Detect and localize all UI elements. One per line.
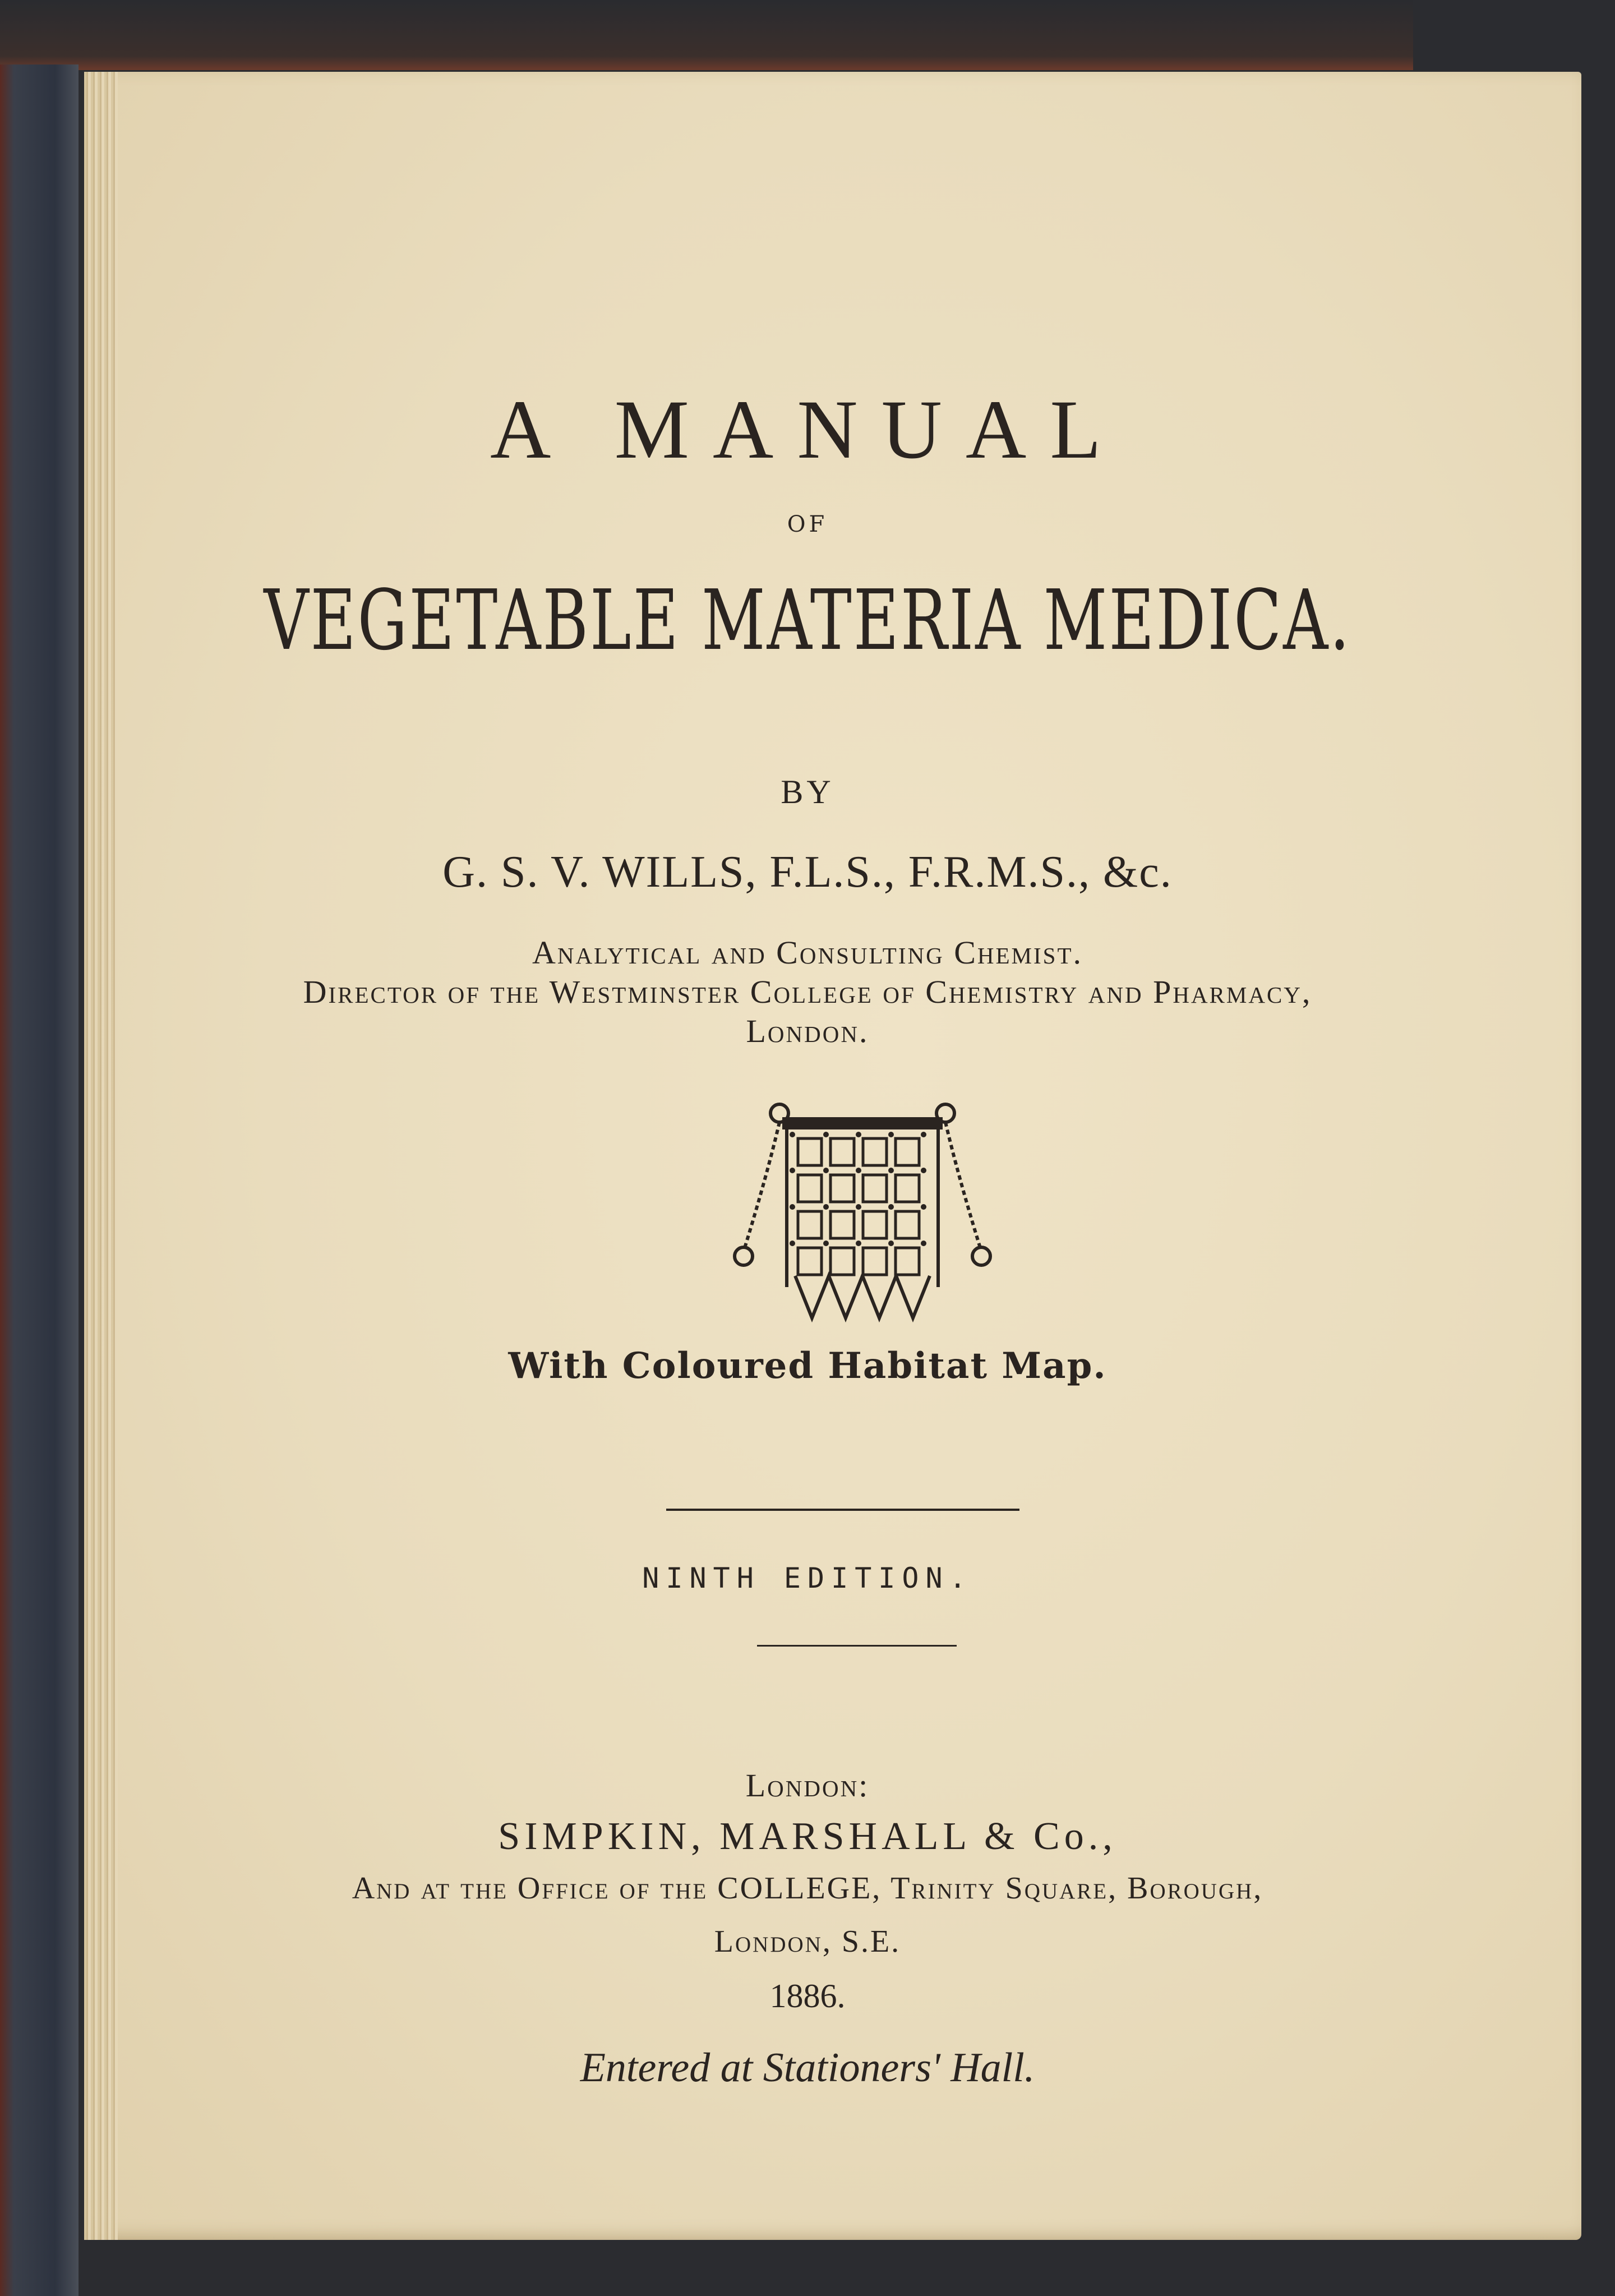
title-connector: OF: [787, 511, 828, 537]
copyright-note: Entered at Stationers' Hall.: [580, 2045, 1035, 2091]
book-title: A MANUAL: [490, 383, 1125, 476]
book-cover-top-edge: [0, 0, 1413, 70]
portcullis-icon: [728, 1096, 997, 1326]
publication-year: 1886.: [769, 1977, 846, 2014]
publisher-address: And at the Office of the COLLEGE, Trinity Square, Borough,: [352, 1871, 1263, 1906]
divider-rule-bottom: [757, 1645, 957, 1647]
edition-label: NINTH EDITION.: [642, 1562, 973, 1594]
divider-rule-top: [666, 1509, 1019, 1511]
imprint-city: London:: [745, 1767, 870, 1804]
map-note: With Coloured Habitat Map.: [508, 1345, 1107, 1387]
by-line: BY: [781, 773, 834, 810]
author-credential-1: Analytical and Consulting Chemist.: [532, 934, 1083, 971]
author-name: G. S. V. WILLS, F.L.S., F.R.M.S., &c.: [442, 847, 1173, 897]
author-credential-3: London.: [746, 1013, 869, 1049]
author-credential-2: Director of the Westminster College of Chemistry and Pharmacy,: [303, 974, 1312, 1010]
publisher-city-district: London, S.E.: [714, 1924, 901, 1959]
book-subtitle: VEGETABLE MATERIA MEDICA.: [264, 572, 1351, 668]
publisher-name: SIMPKIN, MARSHALL & Co.,: [498, 1815, 1117, 1858]
